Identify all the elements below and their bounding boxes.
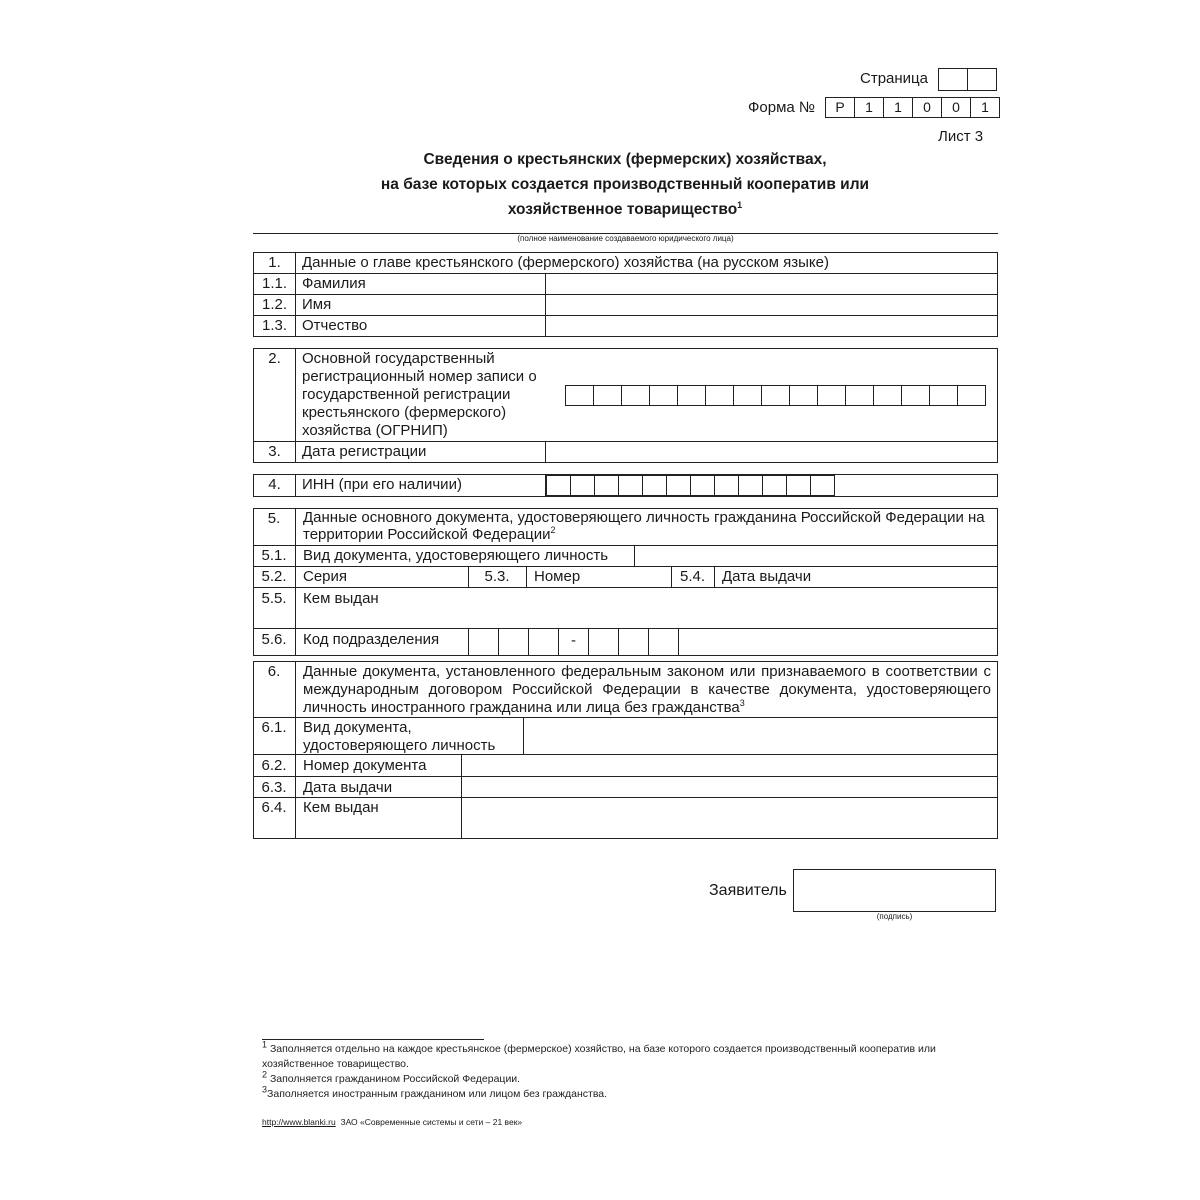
footnote: $^2$ Заполняется гражданином Российской Федерации.: [262, 1069, 521, 1085]
section-number: 5.: [267, 510, 281, 527]
inn-cells[interactable]: [546, 475, 997, 496]
form-code-cells: [825, 97, 1000, 118]
issued-by-label: Кем выдан: [303, 590, 379, 607]
row-number: 1.1.: [254, 274, 296, 295]
section-2-table: [253, 348, 998, 463]
applicant-label: Заявитель: [709, 882, 787, 899]
footnote-separator: [262, 1039, 484, 1040]
page-title: [250, 147, 1000, 222]
name-field[interactable]: [546, 295, 998, 316]
section-number: 6.: [267, 663, 281, 680]
divider: [526, 566, 527, 587]
page-label: Страница: [860, 70, 928, 87]
form-code-cell: Р: [825, 97, 855, 118]
form-label: Форма №: [748, 99, 816, 116]
row-number: 6.3.: [261, 779, 287, 796]
title-line: хозяйственное товарищество$^1$: [507, 199, 743, 218]
row-number: 3.: [254, 442, 296, 463]
doc-type-field[interactable]: [635, 546, 997, 566]
row-number: 1.3.: [254, 316, 296, 337]
title-line: Сведения о крестьянских (фермерских) хозяйствах,: [423, 151, 827, 168]
section-1-table: [253, 252, 998, 337]
section-5-title: Данные основного документа, удостоверяющего личность гражданина Российской Федерации на территории Российской Федерации$^2$: [303, 509, 985, 543]
patronymic-field[interactable]: [546, 316, 998, 337]
patronymic-label: Отчество: [296, 316, 546, 337]
sheet-label: Лист 3: [938, 128, 984, 145]
row-number: 5.4.: [679, 568, 706, 585]
footer: [262, 1117, 522, 1127]
section-number: 1.: [254, 253, 296, 274]
row-number: 5.3.: [484, 568, 510, 585]
ogrnip-label: Основной государственный регистрационный номер записи о государственной регистрации крестьянского (фермерского) хозяйства (ОГРНИП): [296, 349, 546, 442]
foreign-doc-number-label: Номер документа: [303, 757, 427, 774]
section-6-title: Данные документа, установленного федеральным законом или признаваемого в соответствии с международным договором Российской Федерации в качестве документа, удостоверяющего личность иностранного гражданина или лица без гражданства$^3$: [303, 663, 991, 716]
issued-by-field[interactable]: [400, 588, 997, 628]
row-number: 5.6.: [261, 631, 287, 648]
inn-field[interactable]: [546, 475, 998, 497]
title-line: на базе которых создается производственный кооператив или: [380, 176, 870, 193]
number-label: Номер: [534, 568, 581, 585]
foreign-doc-number-field[interactable]: [462, 755, 997, 776]
signature-field[interactable]: [793, 869, 996, 912]
row-number: 6.1.: [261, 719, 287, 736]
form-code-cell: 0: [941, 97, 971, 118]
row-number: 6.4.: [261, 799, 287, 816]
footnote: $^3$Заполняется иностранным гражданином или лицом без гражданства.: [262, 1084, 608, 1100]
footer-company: ЗАО «Современные системы и сети – 21 век»: [340, 1117, 523, 1127]
section-4-table: [253, 474, 998, 497]
org-name-caption: (полное наименование создаваемого юридического лица): [517, 234, 734, 243]
foreign-issue-date-label: Дата выдачи: [303, 779, 393, 796]
division-code-cells[interactable]: [468, 628, 679, 656]
division-code-dash: -: [558, 628, 588, 656]
row-number: 5.5.: [261, 590, 287, 607]
inn-label: ИНН (при его наличии): [296, 475, 546, 497]
foreign-issued-by-label: Кем выдан: [303, 799, 379, 816]
form-code-cell: 1: [883, 97, 913, 118]
foreign-issue-date-field[interactable]: [462, 777, 997, 797]
page-cell[interactable]: [967, 68, 997, 91]
division-code-label: Код подразделения: [303, 631, 440, 648]
section-title: Данные о главе крестьянского (фермерского) хозяйства (на русском языке): [296, 253, 998, 274]
section-number: 4.: [254, 475, 296, 497]
row-number: 5.2.: [261, 568, 287, 585]
surname-label: Фамилия: [296, 274, 546, 295]
row-number: 5.1.: [261, 547, 287, 564]
divider: [253, 566, 998, 567]
ogrnip-field[interactable]: [546, 349, 998, 442]
registration-date-label: Дата регистрации: [296, 442, 546, 463]
surname-field[interactable]: [546, 274, 998, 295]
form-code-cell: 0: [912, 97, 942, 118]
registration-date-field[interactable]: [546, 442, 998, 463]
name-label: Имя: [296, 295, 546, 316]
row-number: 6.2.: [261, 757, 287, 774]
foreign-doc-type-label: Вид документа, удостоверяющего личность: [303, 719, 496, 754]
footer-link[interactable]: http://www.blanki.ru: [262, 1117, 336, 1127]
page-number-cells[interactable]: [938, 68, 997, 91]
footnote: $^1$ Заполняется отдельно на каждое крестьянское (фермерское) хозяйство, на базе которого создается производственный кооператив или хозяйственное товарищество.: [262, 1039, 936, 1070]
ogrnip-cells[interactable]: [566, 385, 998, 406]
signature-caption: (подпись): [876, 912, 913, 921]
divider: [714, 566, 715, 587]
issue-date-label: Дата выдачи: [722, 568, 812, 585]
row-number: 1.2.: [254, 295, 296, 316]
form-code-cell: 1: [970, 97, 1000, 118]
divider: [295, 508, 296, 656]
doc-type-label: Вид документа, удостоверяющего личность: [303, 547, 609, 564]
form-code-cell: 1: [854, 97, 884, 118]
series-label: Серия: [303, 568, 348, 585]
page-cell[interactable]: [938, 68, 968, 91]
foreign-issued-by-field[interactable]: [462, 798, 997, 838]
foreign-doc-type-field[interactable]: [524, 718, 997, 754]
section-number: 2.: [254, 349, 296, 442]
divider: [295, 661, 296, 839]
